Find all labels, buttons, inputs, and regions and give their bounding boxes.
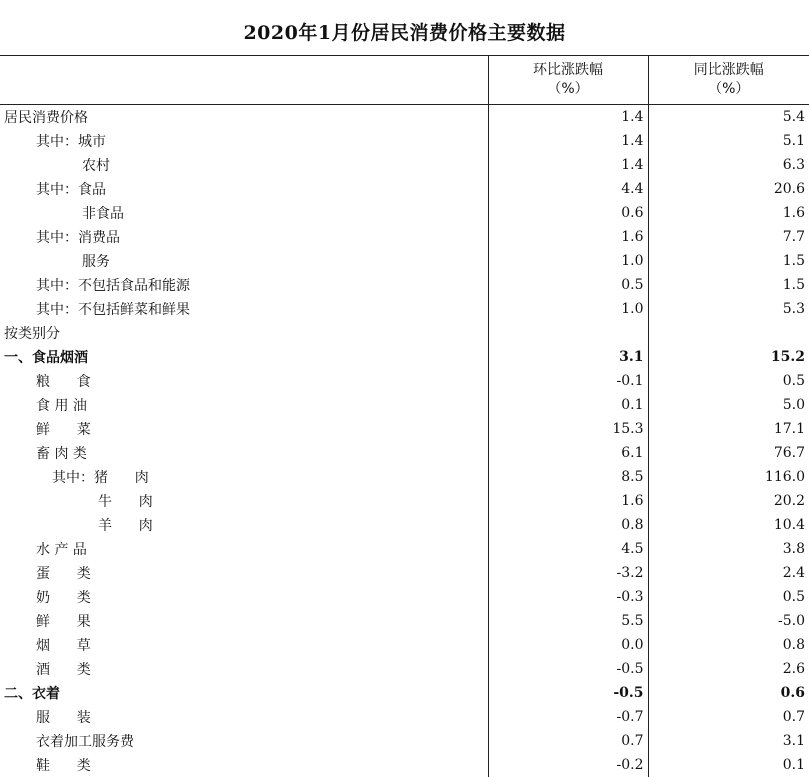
- row-mom-value: 4.5: [488, 537, 648, 561]
- row-mom-value: 0.6: [488, 201, 648, 225]
- table-row: [0, 585, 809, 609]
- table-row: [0, 729, 809, 753]
- table-row: [0, 129, 809, 153]
- row-label: 其中：城市: [0, 129, 488, 153]
- row-mom-value: 15.3: [488, 417, 648, 441]
- row-mom-value: 0.0: [488, 633, 648, 657]
- table-row: [0, 153, 809, 177]
- row-yoy-value: 2.6: [648, 657, 809, 681]
- row-yoy-value: 5.3: [648, 297, 809, 321]
- row-label: 二、衣着: [0, 681, 488, 705]
- row-label: 鲜 果: [0, 609, 488, 633]
- row-label: 鲜 菜: [0, 417, 488, 441]
- row-mom-value: 8.5: [488, 465, 648, 489]
- header-mom-unit: （%）: [489, 80, 648, 99]
- row-label: 畜 肉 类: [0, 441, 488, 465]
- row-mom-value: -3.2: [488, 561, 648, 585]
- header-item-column: [0, 56, 488, 105]
- row-mom-value: -0.2: [488, 753, 648, 777]
- table-row: [0, 441, 809, 465]
- row-yoy-value: 5.0: [648, 393, 809, 417]
- row-mom-value: -0.1: [488, 369, 648, 393]
- row-yoy-value: 3.1: [648, 729, 809, 753]
- row-yoy-value: 1.5: [648, 249, 809, 273]
- row-yoy-value: 7.7: [648, 225, 809, 249]
- table-row: [0, 633, 809, 657]
- table-row: [0, 561, 809, 585]
- row-yoy-value: 1.6: [648, 201, 809, 225]
- table-row: [0, 297, 809, 321]
- row-label: 其中：消费品: [0, 225, 488, 249]
- table-row: [0, 345, 809, 369]
- row-yoy-value: 2.4: [648, 561, 809, 585]
- table-row: [0, 249, 809, 273]
- row-label: 按类别分: [0, 321, 488, 345]
- table-row: [0, 657, 809, 681]
- table-row: [0, 417, 809, 441]
- table-header-row: [0, 56, 809, 105]
- row-mom-value: 1.4: [488, 153, 648, 177]
- row-mom-value: -0.5: [488, 681, 648, 705]
- table-row: [0, 513, 809, 537]
- row-mom-value: 6.1: [488, 441, 648, 465]
- row-mom-value: 1.6: [488, 225, 648, 249]
- table-body: [0, 105, 809, 777]
- table-row: [0, 537, 809, 561]
- table-row: [0, 225, 809, 249]
- row-yoy-value: 20.2: [648, 489, 809, 513]
- row-label: 羊 肉: [0, 513, 488, 537]
- row-label: 其中：食品: [0, 177, 488, 201]
- row-mom-value: 1.4: [488, 129, 648, 153]
- table-row: [0, 321, 809, 345]
- table-row: [0, 609, 809, 633]
- row-mom-value: 4.4: [488, 177, 648, 201]
- row-yoy-value: 76.7: [648, 441, 809, 465]
- row-mom-value: 1.4: [488, 105, 648, 130]
- row-yoy-value: 0.8: [648, 633, 809, 657]
- table-row: [0, 369, 809, 393]
- row-label: 鞋 类: [0, 753, 488, 777]
- row-mom-value: 0.8: [488, 513, 648, 537]
- row-label: 其中：不包括鲜菜和鲜果: [0, 297, 488, 321]
- row-mom-value: -0.3: [488, 585, 648, 609]
- table-row: [0, 273, 809, 297]
- table-row: [0, 105, 809, 130]
- row-label: 水 产 品: [0, 537, 488, 561]
- row-mom-value: 5.5: [488, 609, 648, 633]
- row-label: 居民消费价格: [0, 105, 488, 130]
- row-label: 牛 肉: [0, 489, 488, 513]
- row-yoy-value: 0.5: [648, 585, 809, 609]
- row-mom-value: -0.7: [488, 705, 648, 729]
- row-mom-value: 1.0: [488, 297, 648, 321]
- table-row: [0, 681, 809, 705]
- row-mom-value: 1.0: [488, 249, 648, 273]
- header-yoy-unit: （%）: [649, 80, 809, 99]
- row-yoy-value: 3.8: [648, 537, 809, 561]
- row-yoy-value: 10.4: [648, 513, 809, 537]
- row-yoy-value: 5.1: [648, 129, 809, 153]
- row-mom-value: 1.6: [488, 489, 648, 513]
- row-yoy-value: 20.6: [648, 177, 809, 201]
- page-title: 2020年1月份居民消费价格主要数据: [0, 18, 809, 45]
- row-label: 烟 草: [0, 633, 488, 657]
- row-label: 服务: [0, 249, 488, 273]
- table-row: [0, 393, 809, 417]
- row-label: 蛋 类: [0, 561, 488, 585]
- row-yoy-value: 0.1: [648, 753, 809, 777]
- row-mom-value: [488, 321, 648, 345]
- row-yoy-value: 17.1: [648, 417, 809, 441]
- header-mom-column: [488, 56, 648, 105]
- table-row: [0, 753, 809, 777]
- row-label: 农村: [0, 153, 488, 177]
- row-mom-value: -0.5: [488, 657, 648, 681]
- row-yoy-value: 0.6: [648, 681, 809, 705]
- row-label: 其中：不包括食品和能源: [0, 273, 488, 297]
- row-yoy-value: 116.0: [648, 465, 809, 489]
- row-yoy-value: -5.0: [648, 609, 809, 633]
- row-yoy-value: 6.3: [648, 153, 809, 177]
- table-row: [0, 201, 809, 225]
- row-label: 非食品: [0, 201, 488, 225]
- row-label: 食 用 油: [0, 393, 488, 417]
- row-label: 奶 类: [0, 585, 488, 609]
- header-yoy-label: 同比涨跌幅: [649, 61, 809, 80]
- row-yoy-value: 0.5: [648, 369, 809, 393]
- row-yoy-value: 0.7: [648, 705, 809, 729]
- table-row: [0, 465, 809, 489]
- row-mom-value: 0.1: [488, 393, 648, 417]
- row-yoy-value: 5.4: [648, 105, 809, 130]
- row-label: 酒 类: [0, 657, 488, 681]
- row-mom-value: 0.5: [488, 273, 648, 297]
- table-row: [0, 489, 809, 513]
- row-yoy-value: 15.2: [648, 345, 809, 369]
- header-mom-label: 环比涨跌幅: [489, 61, 648, 80]
- row-label: 粮 食: [0, 369, 488, 393]
- row-label: 衣着加工服务费: [0, 729, 488, 753]
- row-mom-value: 0.7: [488, 729, 648, 753]
- table-row: [0, 705, 809, 729]
- header-yoy-column: [648, 56, 809, 105]
- table-row: [0, 177, 809, 201]
- row-label: 服 装: [0, 705, 488, 729]
- row-label: 一、食品烟酒: [0, 345, 488, 369]
- cpi-data-table: [0, 55, 809, 777]
- row-label: 其中：猪 肉: [0, 465, 488, 489]
- row-mom-value: 3.1: [488, 345, 648, 369]
- row-yoy-value: [648, 321, 809, 345]
- row-yoy-value: 1.5: [648, 273, 809, 297]
